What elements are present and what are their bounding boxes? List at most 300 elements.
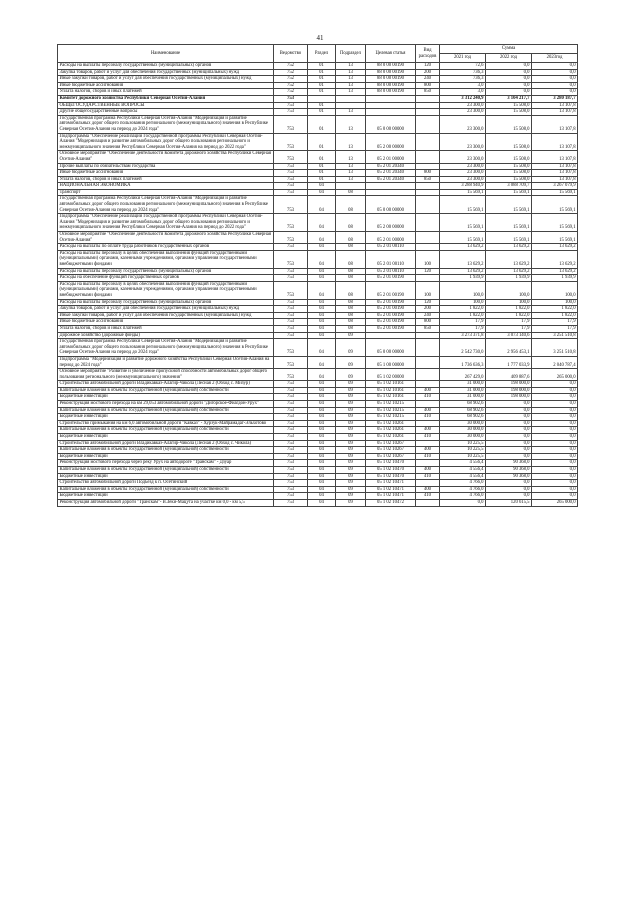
- row-sum-2023: 13 107,8: [532, 133, 578, 151]
- row-subsection: 08: [336, 189, 366, 196]
- header-ministry: Ведомство: [274, 45, 308, 63]
- row-subsection: 09: [336, 381, 366, 388]
- row-sum-2023: 13 107,8: [532, 170, 578, 177]
- row-target-article: 05 2 00 00000: [366, 133, 416, 151]
- row-section: 04: [308, 196, 336, 214]
- row-sum-2023: 100,0: [532, 281, 578, 299]
- row-sum-2022: 0,0: [486, 493, 532, 500]
- table-row: [58, 244, 578, 251]
- row-section: 04: [308, 306, 336, 313]
- row-section: 04: [308, 275, 336, 282]
- row-sum-2022: 0,0: [486, 427, 532, 434]
- row-sum-2022: 100,0: [486, 281, 532, 299]
- row-sum-2021: 31 000,0: [440, 394, 486, 401]
- row-ministry: 753: [274, 447, 308, 454]
- table-row: [58, 232, 578, 244]
- row-name: Основное мероприятие "Развитие и увеличение пропускной способности автомобильных дорог общего пользования регионального (межмуниципального) значения": [58, 369, 274, 381]
- table-row: [58, 109, 578, 116]
- row-ministry: 753: [274, 420, 308, 427]
- row-sum-2022: 0,0: [486, 480, 532, 487]
- row-subsection: 08: [336, 244, 366, 251]
- row-target-article: 05 1 02 10470: [366, 460, 416, 467]
- row-ministry: 753: [274, 486, 308, 493]
- row-sum-2023: 13 629,2: [532, 250, 578, 268]
- row-name: Бюджетные инвестиции: [58, 434, 274, 441]
- header-target-article: Целевая статья: [366, 45, 416, 63]
- row-name: Основное мероприятие "Обеспечение деятельности Комитета дорожного хозяйства Республики Северная Осетия-Алания": [58, 151, 274, 163]
- row-target-article: 05 1 02 10261: [366, 434, 416, 441]
- row-sum-2023: 13 107,8: [532, 176, 578, 183]
- row-subsection: 08: [336, 299, 366, 306]
- row-expense-type: 240: [416, 312, 440, 319]
- row-target-article: 88 0 00 00190: [366, 63, 416, 70]
- row-subsection: 08: [336, 312, 366, 319]
- row-expense-type: 850: [416, 176, 440, 183]
- row-sum-2021: 10 225,5: [440, 440, 486, 447]
- row-section: 04: [308, 387, 336, 394]
- table-row: [58, 281, 578, 299]
- row-sum-2023: 0,0: [532, 460, 578, 467]
- row-expense-type: [416, 356, 440, 368]
- row-section: 04: [308, 420, 336, 427]
- row-sum-2021: 2 542 730,0: [440, 339, 486, 357]
- row-expense-type: 800: [416, 82, 440, 89]
- table-row: [58, 176, 578, 183]
- row-section: 04: [308, 244, 336, 251]
- budget-document: [57, 44, 577, 507]
- row-expense-type: [416, 214, 440, 232]
- row-ministry: 753: [274, 332, 308, 339]
- table-row: [58, 163, 578, 170]
- row-subsection: 13: [336, 176, 366, 183]
- row-sum-2021: 72,6: [440, 63, 486, 70]
- row-subsection: 13: [336, 82, 366, 89]
- row-target-article: 05 0 00 00000: [366, 115, 416, 133]
- header-subsection: Подраздел: [336, 45, 366, 63]
- row-sum-2022: 0,0: [486, 434, 532, 441]
- row-sum-2023: 3 267 079,9: [532, 183, 578, 190]
- row-sum-2021: 4 766,0: [440, 486, 486, 493]
- row-expense-type: [416, 95, 440, 102]
- row-sum-2021: 4 766,0: [440, 480, 486, 487]
- row-target-article: 05 1 02 10267: [366, 453, 416, 460]
- row-sum-2021: 30 000,0: [440, 420, 486, 427]
- row-ministry: 753: [274, 407, 308, 414]
- row-sum-2022: 13 629,2: [486, 268, 532, 275]
- row-sum-2023: 13 107,8: [532, 115, 578, 133]
- row-name: Строительство автомобильной дороги Владикавказ-Алагир-Чикола (Лесная 2 (Обход с. Чикола): [58, 440, 274, 447]
- row-sum-2021: 10 225,5: [440, 453, 486, 460]
- row-section: 01: [308, 151, 336, 163]
- row-sum-2023: 17,9: [532, 319, 578, 326]
- row-target-article: 05 2 01 00000: [366, 232, 416, 244]
- row-subsection: 09: [336, 420, 366, 427]
- row-sum-2021: 17,9: [440, 319, 486, 326]
- row-ministry: 753: [274, 381, 308, 388]
- row-target-article: 05 1 02 10470: [366, 473, 416, 480]
- row-subsection: 08: [336, 325, 366, 332]
- row-name: Иные закупки товаров, работ и услуг для обеспечения государственных (муниципальных) нужд: [58, 76, 274, 83]
- table-row: [58, 76, 578, 83]
- header-year-2023: 2023год: [532, 54, 578, 63]
- row-target-article: 05 1 02 00000: [366, 369, 416, 381]
- row-section: 04: [308, 232, 336, 244]
- row-sum-2021: 3 312 240,9: [440, 95, 486, 102]
- row-subsection: 08: [336, 268, 366, 275]
- row-target-article: 88 0 00 00190: [366, 76, 416, 83]
- row-ministry: 752: [274, 89, 308, 96]
- row-expense-type: [416, 133, 440, 151]
- row-section: 04: [308, 453, 336, 460]
- row-ministry: 753: [274, 299, 308, 306]
- row-subsection: 13: [336, 89, 366, 96]
- row-sum-2021: 3 288 940,9: [440, 183, 486, 190]
- row-ministry: 753: [274, 115, 308, 133]
- row-expense-type: [416, 332, 440, 339]
- table-row: [58, 69, 578, 76]
- row-subsection: 08: [336, 214, 366, 232]
- header-sum: Сумма: [440, 45, 578, 54]
- table-row: [58, 214, 578, 232]
- row-sum-2023: 0,0: [532, 76, 578, 83]
- row-sum-2022: 15 569,1: [486, 232, 532, 244]
- row-sum-2023: 13 107,8: [532, 163, 578, 170]
- row-sum-2022: 0,0: [486, 453, 532, 460]
- row-section: 01: [308, 115, 336, 133]
- row-name: Капитальные вложения в объекты государственной (муниципальной) собственности: [58, 387, 274, 394]
- row-subsection: 09: [336, 369, 366, 381]
- row-name: Государственная программа Республики Северная Осетия-Алания "Модернизация и развитие автомобильных дорог общего пользования регионального (межмуниципального) значения в Республике Северная Осетия-Алания на период до 2024 года": [58, 115, 274, 133]
- row-section: 04: [308, 486, 336, 493]
- row-section: 04: [308, 440, 336, 447]
- row-sum-2022: 13 629,2: [486, 250, 532, 268]
- row-sum-2023: 265 000,0: [532, 499, 578, 506]
- row-expense-type: [416, 109, 440, 116]
- row-sum-2022: 0,0: [486, 407, 532, 414]
- table-row: [58, 394, 578, 401]
- row-sum-2022: 15 508,0: [486, 176, 532, 183]
- row-target-article: [366, 109, 416, 116]
- row-sum-2021: 13 629,2: [440, 244, 486, 251]
- row-name: Иные закупки товаров, работ и услуг для обеспечения государственных (муниципальных) нужд: [58, 312, 274, 319]
- row-name: Капитальные вложения в объекты государственной (муниципальной) собственности: [58, 467, 274, 474]
- row-subsection: 09: [336, 427, 366, 434]
- row-name: Государственная программа Республики Северная Осетия-Алания "Модернизация и развитие автомобильных дорог общего пользования регионального (межмуниципального) значения в Республике Северная Осетия-Алания на период до 2024 года": [58, 339, 274, 357]
- row-sum-2022: 17,9: [486, 319, 532, 326]
- row-name: Транспорт: [58, 189, 274, 196]
- row-target-article: 05 1 02 10267: [366, 440, 416, 447]
- row-sum-2021: 4 766,0: [440, 493, 486, 500]
- row-ministry: 753: [274, 434, 308, 441]
- row-section: 04: [308, 339, 336, 357]
- row-expense-type: 200: [416, 69, 440, 76]
- row-sum-2022: 198 000,0: [486, 394, 532, 401]
- row-subsection: 09: [336, 486, 366, 493]
- row-ministry: 753: [274, 460, 308, 467]
- row-sum-2022: 0,0: [486, 89, 532, 96]
- row-sum-2021: 4 556,4: [440, 467, 486, 474]
- row-target-article: 05 1 00 00000: [366, 356, 416, 368]
- row-sum-2021: 1 736 636,3: [440, 356, 486, 368]
- row-expense-type: 410: [416, 414, 440, 421]
- row-target-article: 05 1 02 10472: [366, 499, 416, 506]
- row-ministry: 753: [274, 133, 308, 151]
- row-sum-2021: 13 629,2: [440, 250, 486, 268]
- row-subsection: 09: [336, 339, 366, 357]
- table-row: [58, 95, 578, 102]
- row-sum-2022: 15 508,0: [486, 151, 532, 163]
- row-expense-type: 100: [416, 281, 440, 299]
- row-subsection: 09: [336, 447, 366, 454]
- table-row: [58, 369, 578, 381]
- row-target-article: [366, 332, 416, 339]
- row-expense-type: [416, 115, 440, 133]
- row-section: 04: [308, 189, 336, 196]
- row-sum-2022: 120 615,5: [486, 499, 532, 506]
- row-expense-type: 800: [416, 170, 440, 177]
- row-name: Подпрограмма "Обеспечение реализации Государственной программы Республики Северная Осетия-Алания "Модернизация и развитие автомобильных дорог общего пользования регионального и межмуниципального значения Республики Северная Осетия-Алания на период до 2022 года": [58, 214, 274, 232]
- row-name: Капитальные вложения в объекты государственной (муниципальной) собственности: [58, 427, 274, 434]
- row-expense-type: 400: [416, 387, 440, 394]
- row-name: Государственная программа Республики Северная Осетия-Алания "Модернизация и развитие автомобильных дорог общего пользования регионального (межмуниципального) значения в Республике Северная Осетия-Алания на период до 2024 года": [58, 196, 274, 214]
- row-sum-2023: 0,0: [532, 473, 578, 480]
- row-sum-2021: 3 273 371,8: [440, 332, 486, 339]
- row-sum-2023: 0,0: [532, 434, 578, 441]
- table-row: [58, 480, 578, 487]
- row-target-article: [366, 102, 416, 109]
- table-row: [58, 453, 578, 460]
- row-sum-2023: 13 107,8: [532, 151, 578, 163]
- row-ministry: 753: [274, 440, 308, 447]
- row-target-article: 05 1 02 10267: [366, 447, 416, 454]
- row-sum-2023: 0,0: [532, 467, 578, 474]
- table-row: [58, 170, 578, 177]
- row-target-article: 05 1 02 10471: [366, 480, 416, 487]
- row-ministry: 753: [274, 356, 308, 368]
- table-row: [58, 467, 578, 474]
- row-subsection: 09: [336, 434, 366, 441]
- row-expense-type: [416, 102, 440, 109]
- table-row: [58, 356, 578, 368]
- row-name: Расходы на выплаты персоналу государственных (муниципальных) органов: [58, 268, 274, 275]
- header-name: Наименование: [58, 45, 274, 63]
- row-ministry: 753: [274, 102, 308, 109]
- row-name: Уплата налогов, сборов и иных платежей: [58, 325, 274, 332]
- row-ministry: 752: [274, 69, 308, 76]
- row-subsection: 08: [336, 196, 366, 214]
- row-sum-2023: 15 569,1: [532, 214, 578, 232]
- table-row: [58, 499, 578, 506]
- row-ministry: 753: [274, 95, 308, 102]
- table-row: [58, 401, 578, 408]
- row-section: 01: [308, 69, 336, 76]
- row-sum-2021: 1 822,0: [440, 312, 486, 319]
- row-sum-2021: 23 300,0: [440, 163, 486, 170]
- row-name: Расходы на выплаты персоналу в целях обеспечения выполнения функций государственными (муниципальными) органами, казенными учреждениями, органами управления государственными внебюджетными фондами: [58, 250, 274, 268]
- row-expense-type: 850: [416, 89, 440, 96]
- row-expense-type: [416, 420, 440, 427]
- row-target-article: 05 1 02 10215: [366, 401, 416, 408]
- row-sum-2022: 90 368,0: [486, 467, 532, 474]
- row-expense-type: [416, 163, 440, 170]
- row-name: Иные бюджетные ассигнования: [58, 319, 274, 326]
- row-target-article: 05 1 02 10161: [366, 381, 416, 388]
- row-subsection: 09: [336, 493, 366, 500]
- row-target-article: 05 2 00 00000: [366, 214, 416, 232]
- row-sum-2021: 23 300,0: [440, 133, 486, 151]
- row-ministry: 753: [274, 250, 308, 268]
- row-section: 01: [308, 102, 336, 109]
- row-subsection: 13: [336, 133, 366, 151]
- row-sum-2022: 2 956 453,1: [486, 339, 532, 357]
- row-sum-2023: 0,0: [532, 493, 578, 500]
- row-target-article: 05 1 02 10471: [366, 493, 416, 500]
- row-name: Иные бюджетные ассигнования: [58, 82, 274, 89]
- row-sum-2021: 3,0: [440, 82, 486, 89]
- row-expense-type: [416, 401, 440, 408]
- row-sum-2021: 23 300,0: [440, 115, 486, 133]
- row-subsection: 09: [336, 401, 366, 408]
- row-target-article: 05 1 02 10261: [366, 420, 416, 427]
- row-subsection: 09: [336, 473, 366, 480]
- row-name: Капитальные вложения в объекты государственной (муниципальной) собственности: [58, 486, 274, 493]
- row-sum-2022: 198 000,0: [486, 381, 532, 388]
- row-sum-2022: 15 569,1: [486, 214, 532, 232]
- row-expense-type: [416, 275, 440, 282]
- row-target-article: 05 1 02 10161: [366, 387, 416, 394]
- table-row: [58, 299, 578, 306]
- row-ministry: 753: [274, 275, 308, 282]
- row-ministry: 753: [274, 319, 308, 326]
- row-sum-2022: 15 508,0: [486, 170, 532, 177]
- row-section: 01: [308, 63, 336, 70]
- row-subsection: 13: [336, 163, 366, 170]
- row-section: 01: [308, 82, 336, 89]
- row-subsection: 13: [336, 109, 366, 116]
- table-row: [58, 268, 578, 275]
- row-name: Строительство автомобильной дороги Владикавказ-Алагир-Чикола (Лесная 2 (Обход с. Мизур): [58, 381, 274, 388]
- table-row: [58, 151, 578, 163]
- row-sum-2022: 3 073 140,6: [486, 332, 532, 339]
- row-expense-type: 120: [416, 268, 440, 275]
- row-ministry: 753: [274, 339, 308, 357]
- row-target-article: 05 1 02 10470: [366, 467, 416, 474]
- row-sum-2022: 15 508,0: [486, 115, 532, 133]
- row-sum-2023: 13 629,2: [532, 268, 578, 275]
- row-expense-type: [416, 369, 440, 381]
- row-section: 04: [308, 427, 336, 434]
- row-name: Уплата налогов, сборов и иных платежей: [58, 89, 274, 96]
- row-sum-2023: 0,0: [532, 414, 578, 421]
- row-subsection: 09: [336, 394, 366, 401]
- row-name: Комитет дорожного хозяйства Республики Северная Осетия-Алания: [58, 95, 274, 102]
- row-subsection: 09: [336, 356, 366, 368]
- row-sum-2023: 0,0: [532, 447, 578, 454]
- row-sum-2023: 3 251 510,8: [532, 339, 578, 357]
- row-name: Бюджетные инвестиции: [58, 394, 274, 401]
- row-expense-type: 800: [416, 319, 440, 326]
- row-subsection: 08: [336, 281, 366, 299]
- table-row: [58, 325, 578, 332]
- row-sum-2022: 409 887,6: [486, 369, 532, 381]
- header-year-2021: 2021 год: [440, 54, 486, 63]
- table-row: [58, 63, 578, 70]
- row-expense-type: 240: [416, 76, 440, 83]
- row-section: 04: [308, 250, 336, 268]
- row-section: [308, 95, 336, 102]
- row-sum-2021: 30 000,0: [440, 434, 486, 441]
- row-target-article: 05 1 02 10471: [366, 486, 416, 493]
- row-ministry: 753: [274, 369, 308, 381]
- row-sum-2023: 0,0: [532, 387, 578, 394]
- row-target-article: 05 1 02 10215: [366, 407, 416, 414]
- row-sum-2021: 68 902,6: [440, 407, 486, 414]
- row-sum-2023: 0,0: [532, 440, 578, 447]
- row-sum-2023: 0,0: [532, 407, 578, 414]
- row-sum-2022: 1 777 033,9: [486, 356, 532, 368]
- row-section: 01: [308, 176, 336, 183]
- row-sum-2022: 15 569,1: [486, 196, 532, 214]
- row-subsection: [336, 95, 366, 102]
- row-sum-2023: 0,0: [532, 453, 578, 460]
- row-sum-2021: 15 569,1: [440, 196, 486, 214]
- row-target-article: 05 2 01 00110: [366, 250, 416, 268]
- row-target-article: 05 2 01 00110: [366, 268, 416, 275]
- row-subsection: 09: [336, 414, 366, 421]
- row-name: Строительство автомобильной дороги Подъезд к п. Осетинский: [58, 480, 274, 487]
- row-expense-type: 850: [416, 325, 440, 332]
- row-sum-2022: 15 508,0: [486, 163, 532, 170]
- row-target-article: 05 2 01 00190: [366, 281, 416, 299]
- row-expense-type: 410: [416, 473, 440, 480]
- row-name: ОБЩЕГОСУДАРСТВЕННЫЕ ВОПРОСЫ: [58, 102, 274, 109]
- row-sum-2023: 15 569,1: [532, 189, 578, 196]
- row-ministry: 753: [274, 214, 308, 232]
- row-ministry: 752: [274, 63, 308, 70]
- row-ministry: 753: [274, 325, 308, 332]
- row-expense-type: [416, 499, 440, 506]
- row-target-article: 05 2 01 00190: [366, 275, 416, 282]
- row-expense-type: 410: [416, 394, 440, 401]
- table-row: [58, 486, 578, 493]
- row-section: 01: [308, 109, 336, 116]
- row-section: 04: [308, 319, 336, 326]
- row-sum-2022: 0,0: [486, 420, 532, 427]
- row-sum-2023: 13 629,2: [532, 244, 578, 251]
- row-sum-2022: 100,0: [486, 299, 532, 306]
- row-name: Расходы на выплаты персоналу государственных (муниципальных) органов: [58, 63, 274, 70]
- row-sum-2023: 15 569,1: [532, 196, 578, 214]
- row-section: 04: [308, 401, 336, 408]
- row-target-article: 05 2 01 00190: [366, 319, 416, 326]
- table-row: [58, 460, 578, 467]
- row-section: 04: [308, 281, 336, 299]
- row-subsection: 09: [336, 407, 366, 414]
- row-target-article: 05 1 02 10161: [366, 394, 416, 401]
- row-sum-2021: 736,3: [440, 69, 486, 76]
- row-sum-2023: 0,0: [532, 69, 578, 76]
- row-sum-2023: 15 569,1: [532, 232, 578, 244]
- table-row: [58, 250, 578, 268]
- row-section: 04: [308, 356, 336, 368]
- row-expense-type: 200: [416, 306, 440, 313]
- row-name: Бюджетные инвестиции: [58, 414, 274, 421]
- row-name: Подпрограмма "Модернизация и развитие дорожного хозяйства Республики Северная Осетия-Алания на период до 2024 года": [58, 356, 274, 368]
- row-section: 04: [308, 473, 336, 480]
- row-sum-2022: 0,0: [486, 82, 532, 89]
- row-section: 01: [308, 133, 336, 151]
- table-row: [58, 102, 578, 109]
